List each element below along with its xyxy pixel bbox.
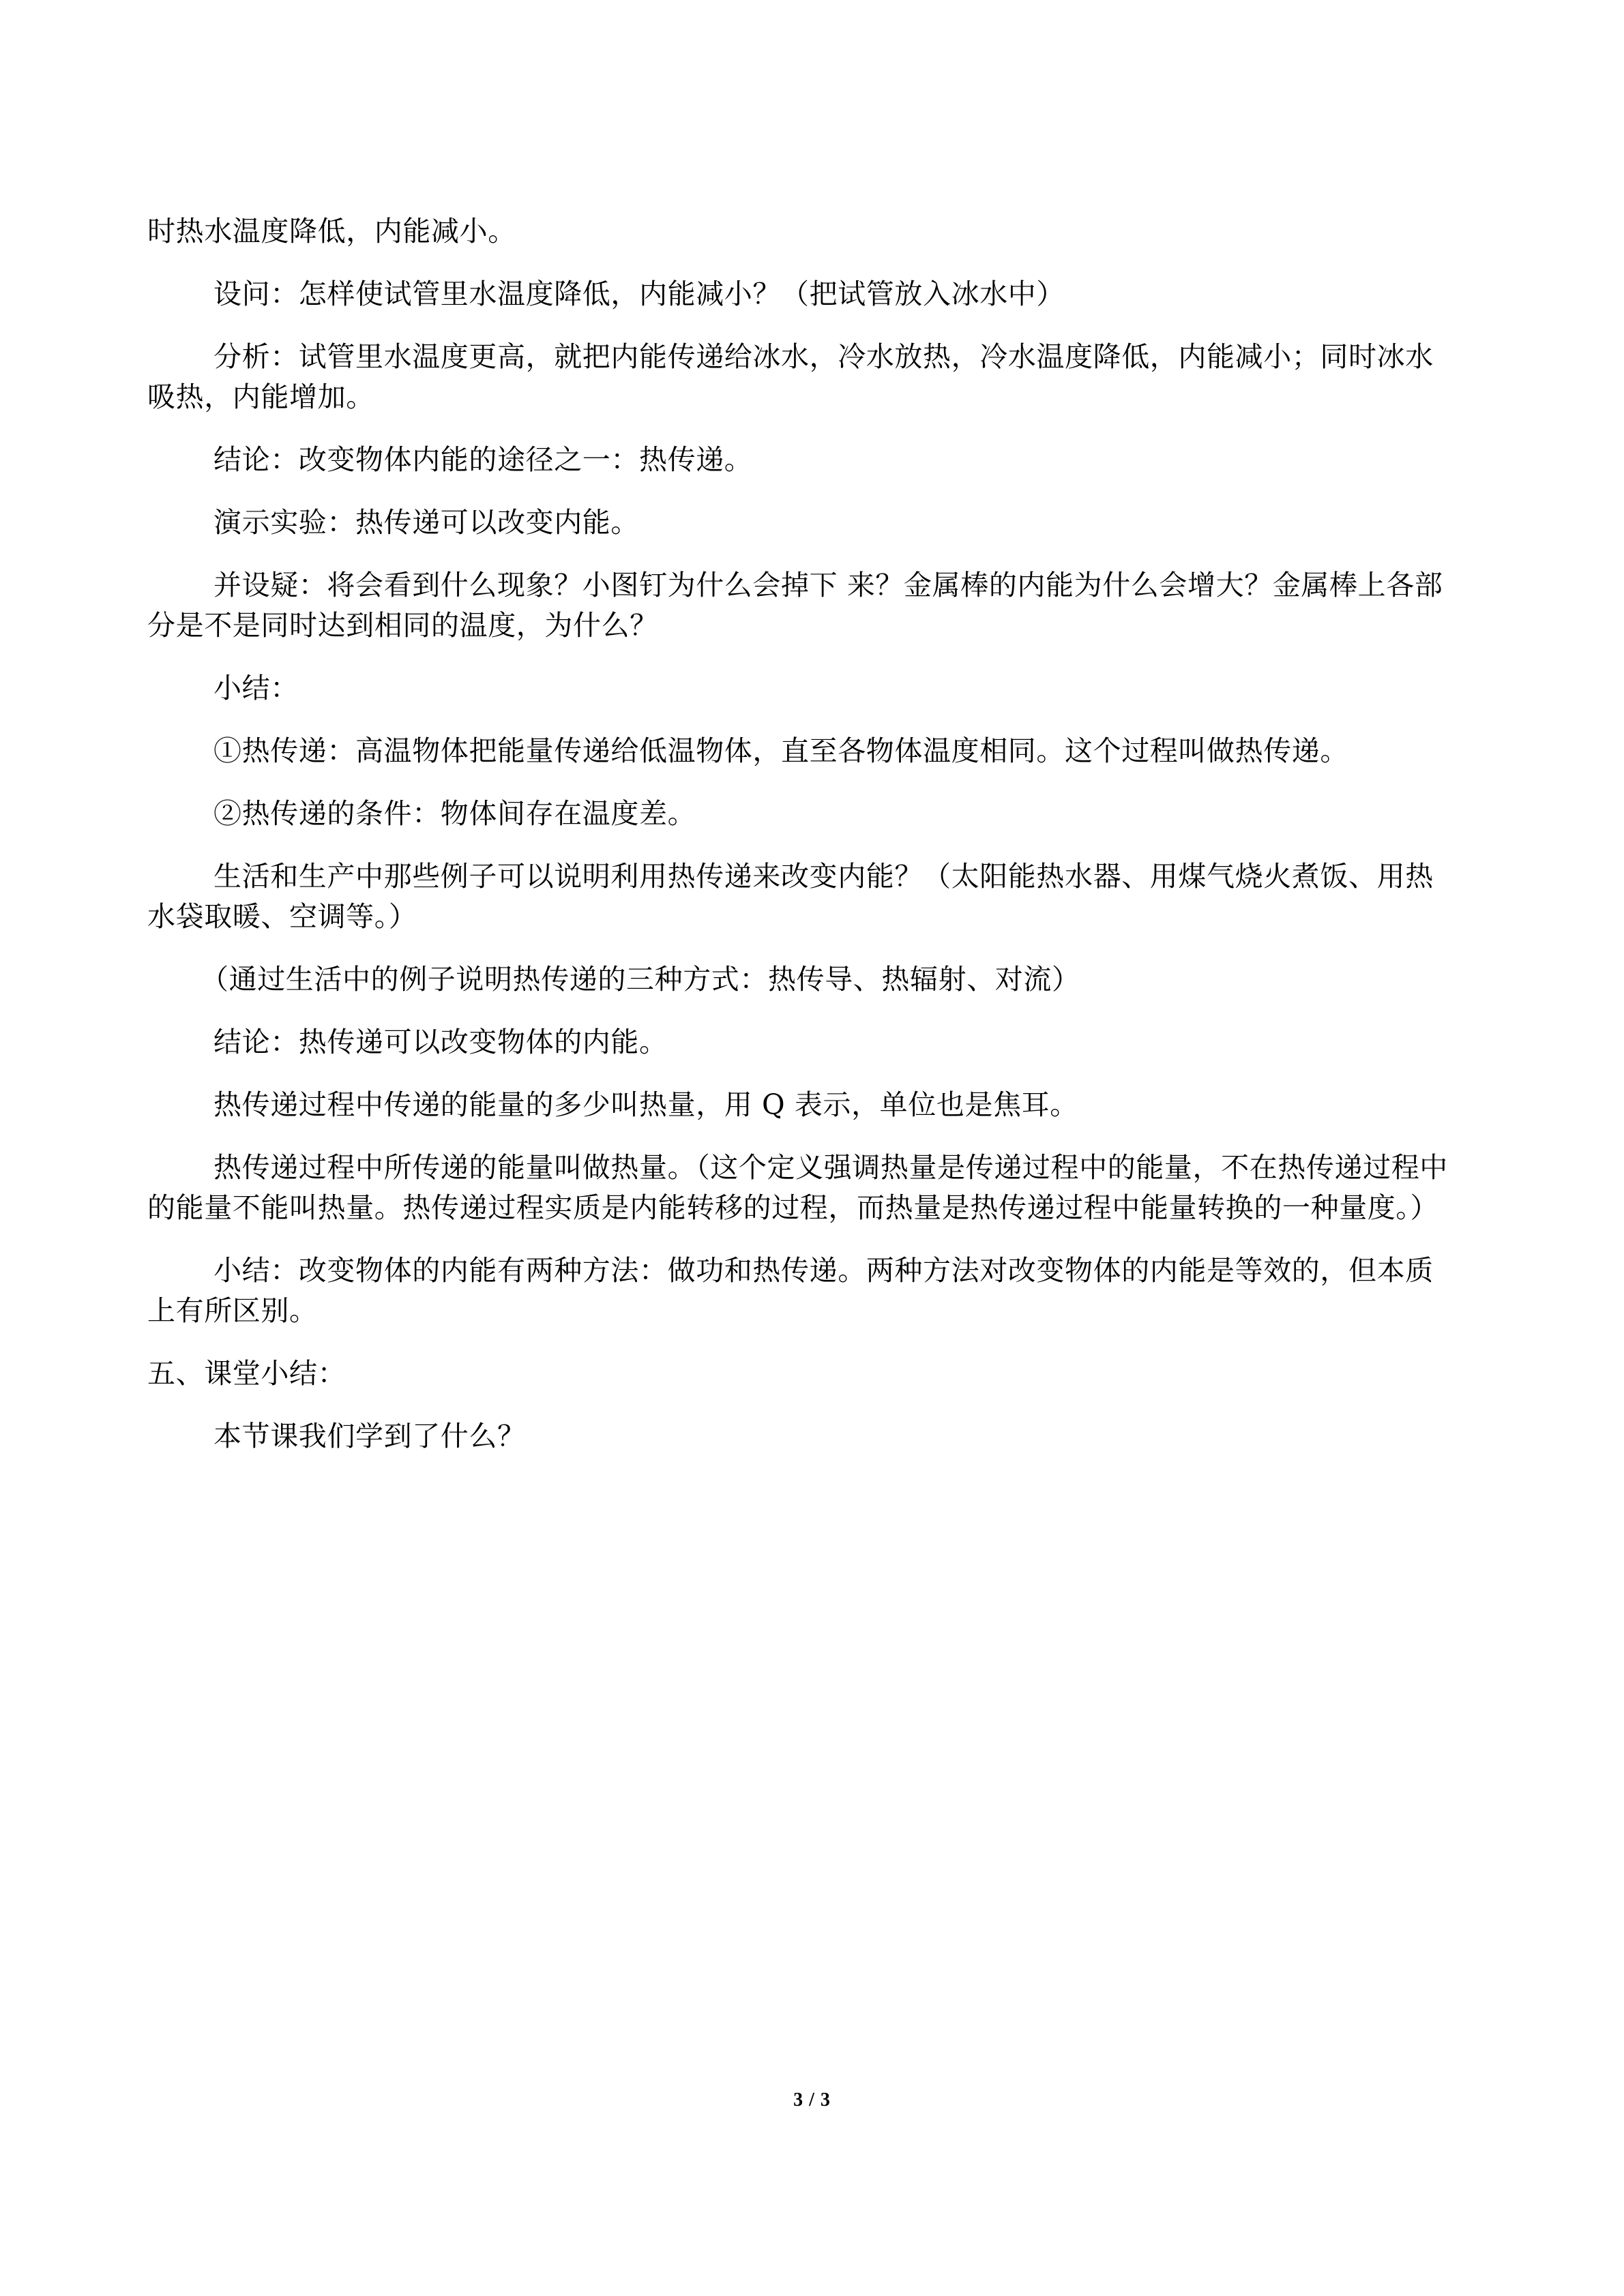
paragraph: 演示实验：热传递可以改变内能。	[213, 506, 639, 539]
paragraph: 热传递过程中所传递的能量叫做热量。（这个定义强调热量是传递过程中的能量，不在热传递过程中的能量不能叫热量。热传递过程实质是内能转移的过程，而热量是热传递过程中能量转换的一种量度。）	[147, 1151, 1448, 1224]
paragraph: （通过生活中的例子说明热传递的三种方式：热传导、热辐射、对流）	[201, 963, 1080, 996]
section-heading: 五、课堂小结：	[147, 1357, 346, 1390]
paragraph: ②热传递的条件：物体间存在温度差。	[213, 797, 696, 830]
page-number: 3 / 3	[793, 2089, 831, 2111]
paragraph: 结论：热传递可以改变物体的内能。	[213, 1026, 668, 1058]
paragraph: 时热水温度降低，内能减小。	[147, 215, 516, 248]
paragraph: 生活和生产中那些例子可以说明利用热传递来改变内能？（太阳能热水器、用煤气烧火煮饭、用热水袋取暖、空调等。）	[147, 860, 1434, 933]
paragraph: 设问：怎样使试管里水温度降低，内能减小？（把试管放入冰水中）	[213, 278, 1065, 310]
document-body	[147, 211, 1457, 1457]
paragraph: 并设疑：将会看到什么现象？小图钉为什么会掉下 来？金属棒的内能为什么会增大？金属棒上各部分是不是同时达到相同的温度，为什么？	[147, 569, 1443, 642]
paragraph: 小结：	[213, 672, 299, 704]
paragraph: ①热传递：高温物体把能量传递给低温物体，直至各物体温度相同。这个过程叫做热传递。	[213, 734, 1348, 767]
paragraph: 小结：改变物体的内能有两种方法：做功和热传递。两种方法对改变物体的内能是等效的，但本质上有所区别。	[147, 1254, 1434, 1327]
paragraph: 分析：试管里水温度更高，就把内能传递给冰水，冷水放热，冷水温度降低，内能减小；同时冰水吸热，内能增加。	[147, 340, 1434, 413]
paragraph: 本节课我们学到了什么？	[213, 1420, 526, 1452]
paragraph: 热传递过程中传递的能量的多少叫热量，用 Q 表示，单位也是焦耳。	[213, 1088, 1078, 1121]
paragraph: 结论：改变物体内能的途径之一：热传递。	[213, 443, 753, 476]
